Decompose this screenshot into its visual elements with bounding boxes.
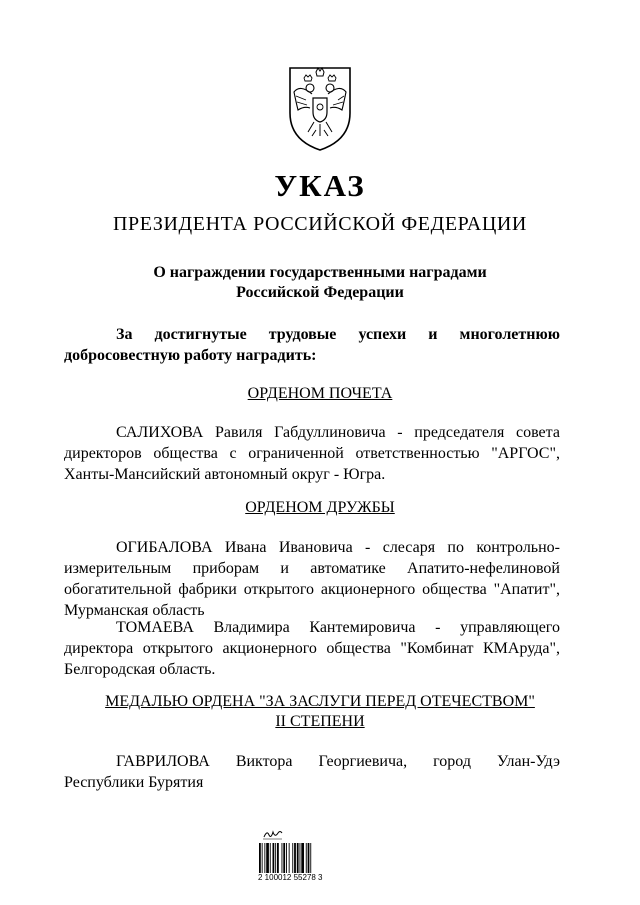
- intro-word: успехи: [358, 326, 407, 343]
- recipient-line: [64, 422, 560, 443]
- recipient-gavrilov: [64, 751, 560, 793]
- word: -: [435, 619, 441, 636]
- barcode-bar: [297, 843, 299, 873]
- intro-word: достигнутые: [154, 326, 247, 343]
- decree-subject-line-1: О награждении государственными наградами: [153, 264, 487, 281]
- barcode-bar: [262, 843, 263, 873]
- barcode-bar: [270, 843, 271, 873]
- word: акционерного: [320, 581, 416, 598]
- word: Улан-Удэ: [496, 753, 560, 770]
- barcode-bar: [266, 843, 269, 873]
- word: контрольно-: [476, 539, 560, 556]
- barcode-icon: [258, 843, 342, 873]
- word: директора: [64, 640, 134, 657]
- word: КМАруда",: [482, 640, 560, 657]
- word: с: [229, 445, 237, 462]
- intro-word: За: [116, 326, 133, 343]
- document-subtitle: ПРЕЗИДЕНТА РОССИЙСКОЙ ФЕДЕРАЦИИ: [113, 213, 527, 235]
- word: общества: [422, 581, 487, 598]
- word: общества: [326, 640, 391, 657]
- word: ТОМАЕВА: [116, 619, 194, 636]
- intro-word: и: [428, 326, 438, 343]
- word: совета: [515, 424, 560, 441]
- decree-subject-line-2: Российской Федерации: [236, 284, 404, 301]
- word: САЛИХОВА: [116, 424, 204, 441]
- barcode-bar: [292, 843, 293, 873]
- barcode-bar: [308, 843, 310, 873]
- word: председателя: [414, 424, 505, 441]
- word: -: [397, 424, 403, 441]
- award-heading-order-of-honor: ОРДЕНОМ ПОЧЕТА: [247, 385, 393, 402]
- barcode-bar: [300, 843, 301, 873]
- signature-mark-icon: [262, 828, 284, 840]
- recipient-line: [64, 537, 560, 558]
- award-heading-medal-line-1: МЕДАЛЬЮ ОРДЕНА "ЗА ЗАСЛУГИ ПЕРЕД ОТЕЧЕСТВОМ": [105, 693, 535, 710]
- barcode-bar: [294, 843, 296, 873]
- intro-word: многолетнюю: [459, 326, 560, 343]
- coat-of-arms-icon: [280, 58, 360, 154]
- word: "Комбинат: [400, 640, 474, 657]
- word: Виктора: [235, 753, 293, 770]
- word: измерительным: [64, 560, 172, 577]
- word: приборам: [192, 560, 260, 577]
- barcode-bar: [286, 843, 287, 873]
- word: обогатительной: [64, 581, 172, 598]
- barcode-bar: [289, 843, 290, 873]
- word: Равиля: [215, 424, 263, 441]
- barcode-bar: [301, 843, 304, 873]
- decree-subject: [0, 263, 640, 303]
- word: ОГИБАЛОВА: [116, 539, 213, 556]
- recipient-line: [64, 617, 560, 638]
- word: Георгиевича,: [318, 753, 408, 770]
- word: ограниченной: [248, 445, 344, 462]
- intro-line-1: [64, 324, 560, 345]
- word: акционерного: [222, 640, 317, 657]
- recipient-line: [64, 443, 560, 464]
- word: Владимира: [213, 619, 290, 636]
- recipient-line: [64, 751, 560, 772]
- word: Габдуллиновича: [274, 424, 386, 441]
- word: ГАВРИЛОВА: [116, 753, 210, 770]
- recipient-line: [64, 558, 560, 579]
- word: Апатито-нефелиновой: [407, 560, 560, 577]
- barcode-bar: [264, 843, 265, 873]
- word: Ивановича: [278, 539, 353, 556]
- word: слесаря: [382, 539, 436, 556]
- word: ответственностью: [355, 445, 480, 462]
- barcode-number: 2 100012 55278 3: [258, 873, 323, 882]
- recipient-line: Ханты-Мансийский автономный округ - Югра.: [64, 466, 386, 483]
- recipient-line: [64, 579, 560, 600]
- word: фабрики: [178, 581, 237, 598]
- award-heading-order-of-friendship: ОРДЕНОМ ДРУЖБЫ: [245, 499, 395, 516]
- barcode-bar: [275, 843, 276, 873]
- word: Кантемировича: [309, 619, 416, 636]
- word: по: [447, 539, 464, 556]
- intro-word: трудовые: [268, 326, 337, 343]
- barcode-bar: [310, 843, 311, 873]
- award-heading-medal-line-2: II СТЕПЕНИ: [275, 713, 365, 730]
- barcode-block: [258, 828, 350, 886]
- word: открытого: [142, 640, 213, 657]
- recipient-tomaev: [64, 617, 560, 680]
- document-title: УКАЗ: [274, 168, 366, 203]
- word: город: [433, 753, 471, 770]
- recipient-line: Республики Бурятия: [64, 774, 204, 791]
- word: директоров: [64, 445, 142, 462]
- word: "АРГОС",: [491, 445, 560, 462]
- recipient-line: Мурманская область: [64, 602, 205, 619]
- recipient-line: Белгородская область.: [64, 661, 216, 678]
- intro-line-2: добросовестную работу наградить:: [64, 347, 317, 364]
- word: и: [280, 560, 289, 577]
- recipient-salikhov: [64, 422, 560, 485]
- barcode-bar: [282, 843, 283, 873]
- barcode-bar: [273, 843, 275, 873]
- word: открытого: [243, 581, 314, 598]
- word: автоматике: [310, 560, 386, 577]
- barcode-bar: [306, 843, 307, 873]
- barcode-bar: [283, 843, 285, 873]
- recipient-line: [64, 638, 560, 659]
- decree-intro: [64, 324, 560, 366]
- word: управляющего: [460, 619, 560, 636]
- word: общества: [153, 445, 218, 462]
- word: -: [365, 539, 371, 556]
- barcode-bar: [277, 843, 279, 873]
- word: Ивана: [224, 539, 267, 556]
- recipient-ogibalov: [64, 537, 560, 621]
- word: "Апатит",: [493, 581, 560, 598]
- barcode-bar: [259, 843, 261, 873]
